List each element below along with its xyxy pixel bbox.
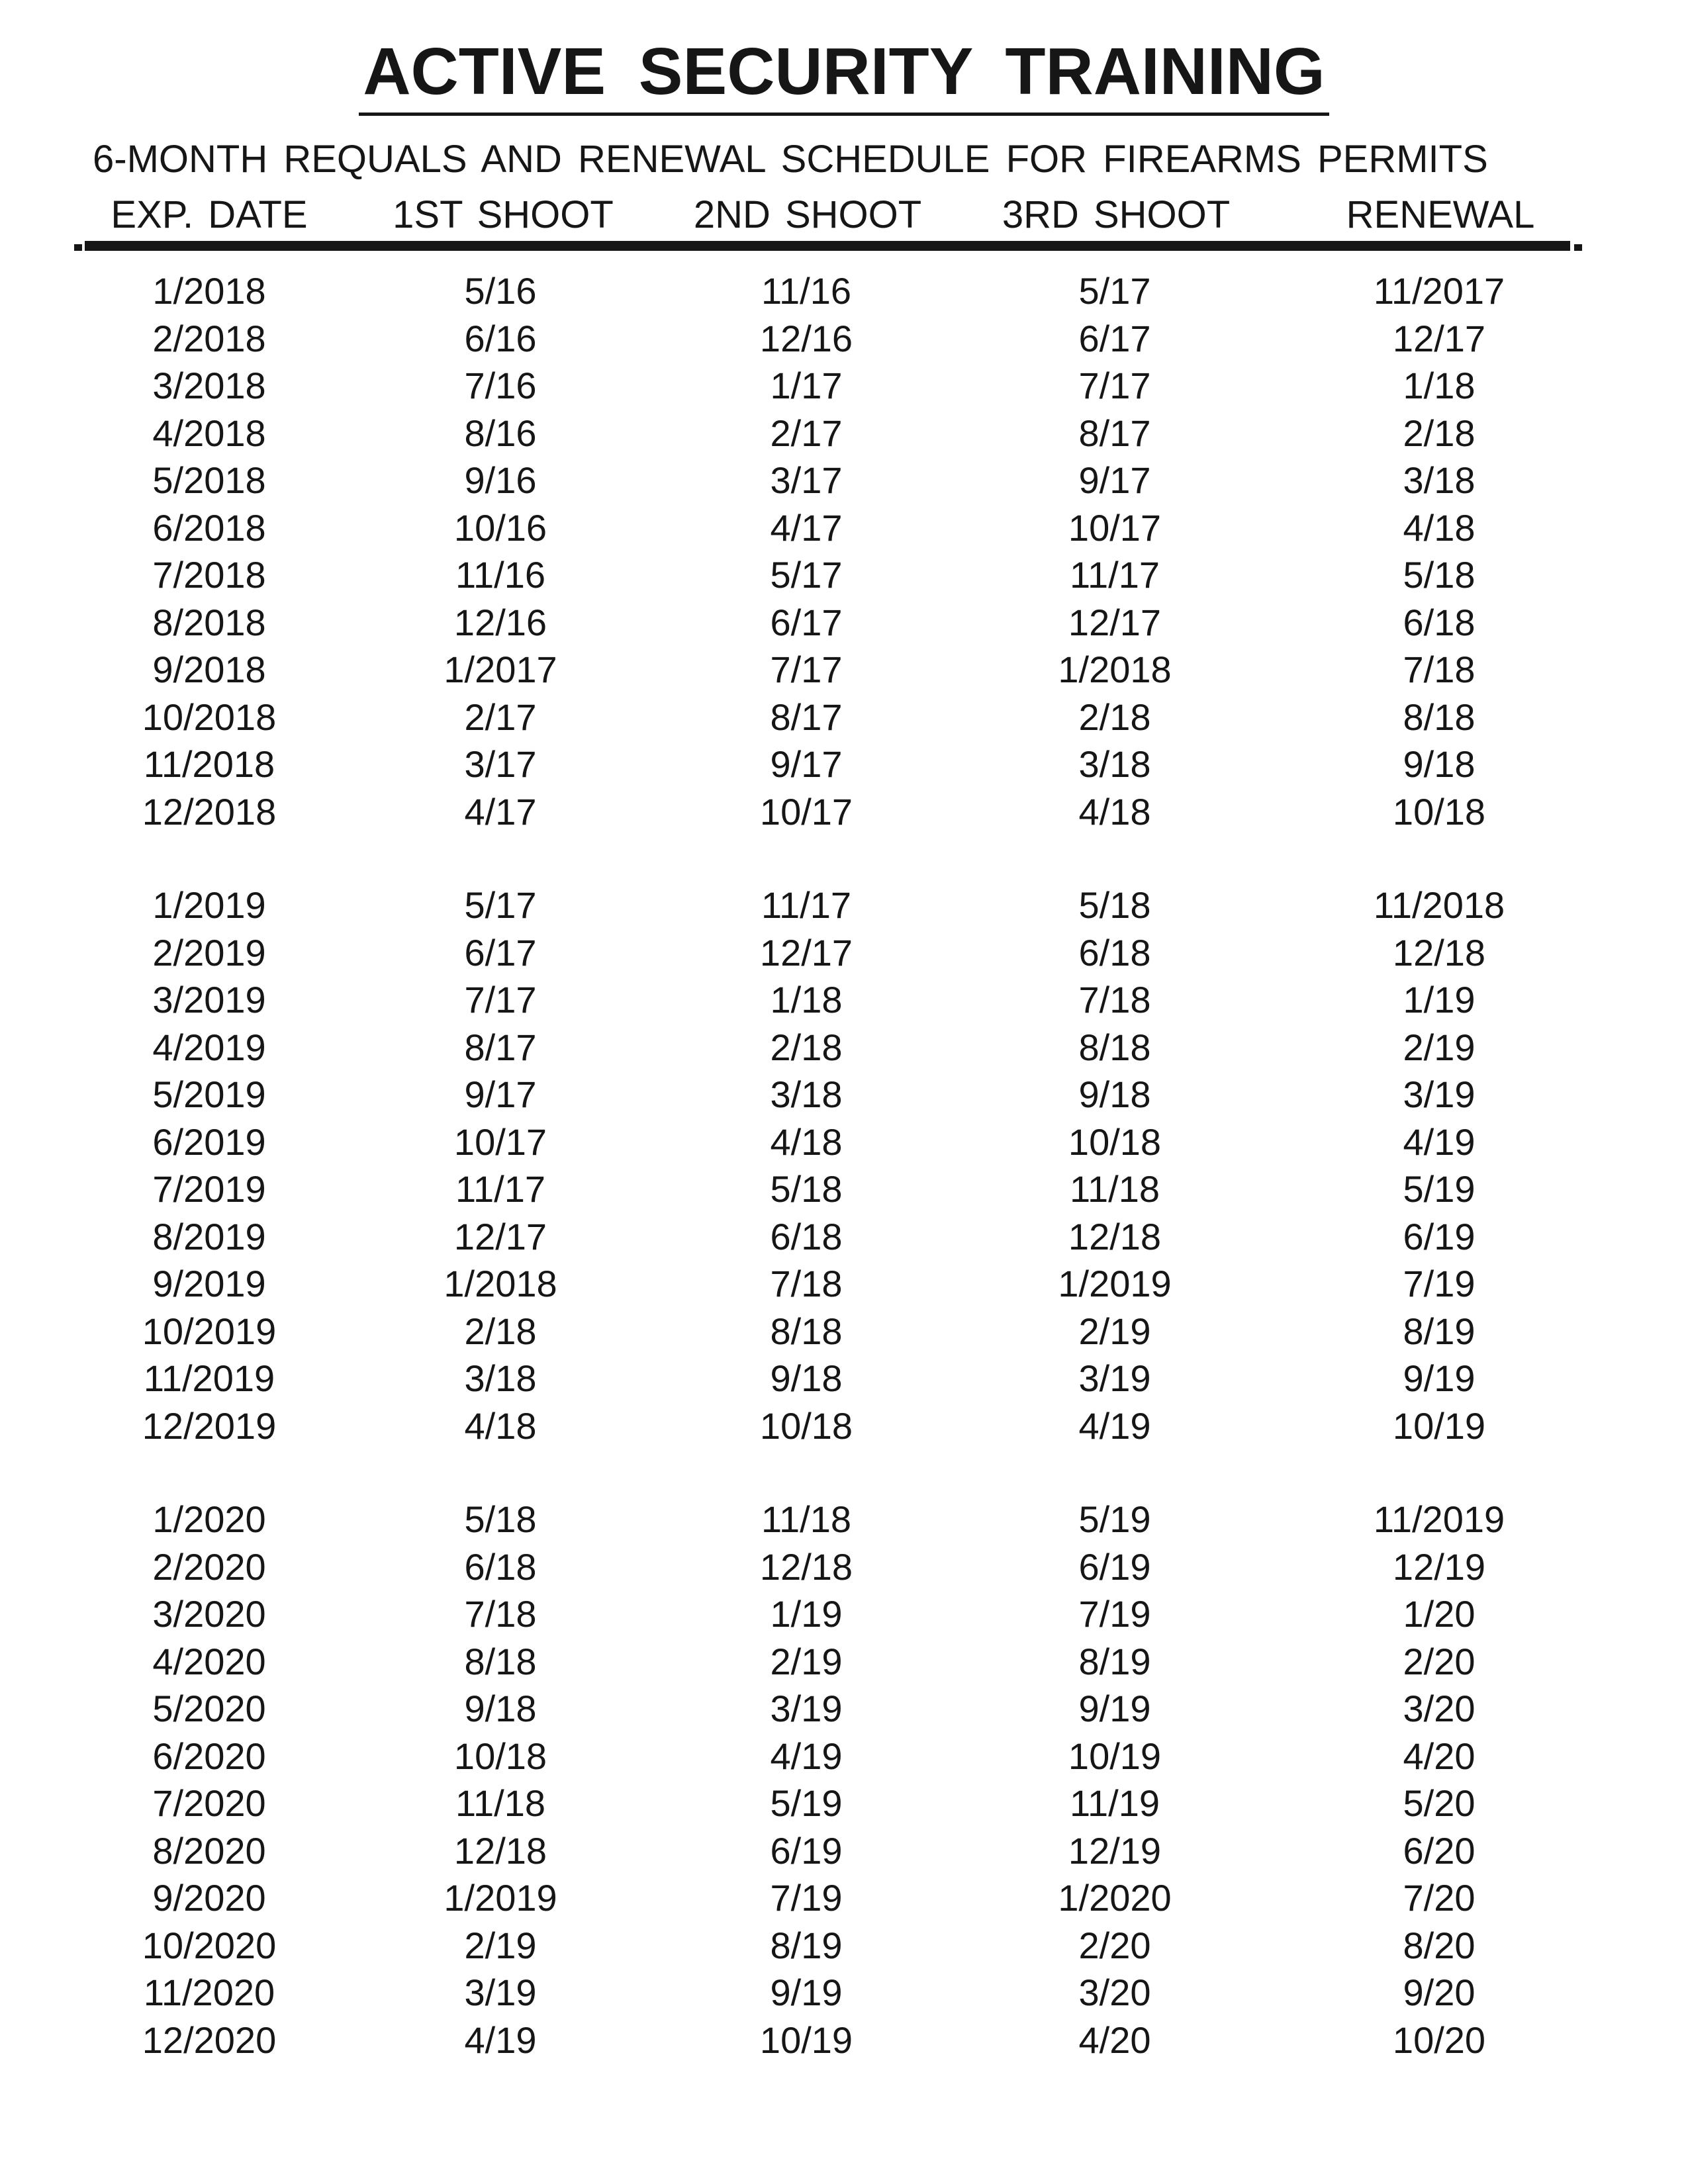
cell-renewal: 2/19	[1403, 1026, 1476, 1068]
table-row	[0, 694, 1688, 742]
cell-renewal: 6/18	[1403, 601, 1476, 643]
cell-2nd-shoot: 9/17	[770, 743, 843, 785]
cell-renewal: 6/19	[1403, 1215, 1476, 1257]
cell-renewal: 4/19	[1403, 1120, 1476, 1163]
cell-3rd-shoot: 5/17	[1078, 270, 1151, 312]
cell-2nd-shoot: 3/17	[770, 459, 843, 501]
table-row	[0, 1639, 1688, 1686]
cell-renewal: 10/20	[1392, 2019, 1486, 2061]
year-group	[0, 1496, 1688, 2064]
cell-exp-date: 1/2019	[152, 884, 266, 926]
column-headers	[0, 192, 1688, 238]
cell-1st-shoot: 12/16	[453, 601, 547, 643]
cell-2nd-shoot: 1/17	[770, 365, 843, 406]
cell-1st-shoot: 1/2018	[444, 1263, 557, 1304]
cell-3rd-shoot: 12/19	[1068, 1829, 1162, 1872]
cell-2nd-shoot: 12/18	[759, 1545, 853, 1588]
cell-3rd-shoot: 5/18	[1078, 884, 1151, 926]
cell-2nd-shoot: 7/18	[770, 1263, 843, 1304]
cell-3rd-shoot: 6/18	[1078, 931, 1151, 974]
column-header-exp-date: EXP. DATE	[111, 193, 308, 236]
cell-1st-shoot: 7/18	[464, 1593, 537, 1635]
cell-exp-date: 4/2020	[152, 1640, 266, 1682]
cell-renewal: 3/20	[1403, 1688, 1476, 1729]
cell-renewal: 4/20	[1403, 1735, 1476, 1777]
cell-3rd-shoot: 7/19	[1078, 1593, 1151, 1635]
cell-3rd-shoot: 1/2019	[1058, 1263, 1172, 1304]
cell-1st-shoot: 3/18	[464, 1357, 537, 1399]
table-row	[0, 410, 1688, 458]
cell-2nd-shoot: 4/17	[770, 506, 843, 549]
cell-2nd-shoot: 2/17	[770, 412, 843, 454]
cell-3rd-shoot: 11/19	[1070, 1782, 1160, 1824]
table-row	[0, 1686, 1688, 1733]
cell-renewal: 12/19	[1392, 1545, 1486, 1588]
cell-2nd-shoot: 11/16	[761, 270, 851, 312]
cell-2nd-shoot: 2/19	[770, 1640, 843, 1682]
cell-2nd-shoot: 4/19	[770, 1735, 843, 1777]
cell-renewal: 1/18	[1403, 365, 1476, 406]
cell-renewal: 8/19	[1403, 1310, 1476, 1352]
cell-exp-date: 2/2019	[152, 931, 266, 974]
cell-2nd-shoot: 5/18	[770, 1168, 843, 1210]
table-row	[0, 363, 1688, 410]
cell-1st-shoot: 6/18	[464, 1545, 537, 1588]
table-row	[0, 1166, 1688, 1214]
column-header-1st-shoot: 1ST SHOOT	[393, 193, 614, 236]
cell-renewal: 11/2017	[1373, 270, 1505, 312]
schedule-table	[0, 268, 1688, 2111]
cell-exp-date: 8/2019	[152, 1215, 266, 1257]
cell-1st-shoot: 1/2017	[444, 649, 557, 690]
cell-renewal: 1/19	[1403, 979, 1476, 1021]
cell-renewal: 5/19	[1403, 1168, 1476, 1210]
cell-exp-date: 12/2019	[142, 1404, 277, 1447]
table-row	[0, 1828, 1688, 1876]
header-divider-cap-right	[1574, 244, 1582, 251]
cell-3rd-shoot: 7/18	[1078, 979, 1151, 1021]
cell-exp-date: 3/2020	[152, 1593, 266, 1635]
table-row	[0, 977, 1688, 1024]
table-row	[0, 789, 1688, 837]
cell-exp-date: 5/2019	[152, 1073, 266, 1115]
document-subtitle: 6-MONTH REQUALS AND RENEWAL SCHEDULE FOR FIREARMS PERMITS	[93, 138, 1488, 181]
cell-renewal: 2/18	[1403, 412, 1476, 454]
document-title-block	[0, 32, 1688, 116]
cell-2nd-shoot: 9/18	[770, 1357, 843, 1399]
cell-1st-shoot: 2/17	[464, 696, 537, 738]
cell-2nd-shoot: 6/18	[770, 1215, 843, 1257]
cell-renewal: 9/20	[1403, 1972, 1476, 2013]
cell-2nd-shoot: 8/19	[770, 1924, 843, 1966]
cell-1st-shoot: 4/17	[464, 790, 537, 833]
cell-exp-date: 6/2018	[152, 506, 266, 549]
cell-1st-shoot: 4/18	[464, 1404, 537, 1447]
cell-exp-date: 6/2019	[152, 1120, 266, 1163]
cell-2nd-shoot: 5/17	[770, 554, 843, 596]
cell-3rd-shoot: 9/17	[1078, 459, 1151, 501]
table-row	[0, 882, 1688, 930]
cell-renewal: 9/19	[1403, 1357, 1476, 1399]
cell-3rd-shoot: 10/17	[1068, 506, 1162, 549]
cell-3rd-shoot: 6/17	[1078, 317, 1151, 359]
cell-exp-date: 7/2019	[152, 1168, 266, 1210]
table-row	[0, 600, 1688, 647]
cell-3rd-shoot: 12/18	[1068, 1215, 1162, 1257]
year-group	[0, 882, 1688, 1450]
cell-2nd-shoot: 10/18	[759, 1404, 853, 1447]
cell-1st-shoot: 11/17	[455, 1168, 545, 1210]
cell-1st-shoot: 9/18	[464, 1688, 537, 1729]
cell-1st-shoot: 5/17	[464, 884, 537, 926]
table-row	[0, 1308, 1688, 1356]
cell-2nd-shoot: 8/17	[770, 696, 843, 738]
table-row	[0, 1024, 1688, 1072]
cell-2nd-shoot: 1/19	[770, 1593, 843, 1635]
cell-2nd-shoot: 5/19	[770, 1782, 843, 1824]
cell-2nd-shoot: 7/17	[770, 649, 843, 690]
cell-1st-shoot: 8/16	[464, 412, 537, 454]
cell-renewal: 3/19	[1403, 1073, 1476, 1115]
cell-3rd-shoot: 4/20	[1078, 2019, 1151, 2061]
cell-exp-date: 10/2018	[142, 696, 277, 738]
cell-renewal: 10/18	[1392, 790, 1486, 833]
cell-2nd-shoot: 1/18	[770, 979, 843, 1021]
cell-renewal: 8/20	[1403, 1924, 1476, 1966]
cell-1st-shoot: 5/16	[464, 270, 537, 312]
cell-1st-shoot: 6/17	[464, 931, 537, 974]
cell-exp-date: 5/2018	[152, 459, 266, 501]
cell-exp-date: 3/2018	[152, 365, 266, 406]
table-row	[0, 1780, 1688, 1828]
cell-exp-date: 9/2018	[152, 649, 266, 690]
cell-exp-date: 4/2018	[152, 412, 266, 454]
cell-3rd-shoot: 1/2020	[1058, 1877, 1172, 1919]
document-title: ACTIVE SECURITY TRAINING	[359, 32, 1329, 116]
cell-1st-shoot: 8/17	[464, 1026, 537, 1068]
cell-exp-date: 12/2020	[142, 2019, 277, 2061]
cell-1st-shoot: 3/19	[464, 1972, 537, 2013]
cell-3rd-shoot: 11/17	[1070, 554, 1160, 596]
column-header-3rd-shoot: 3RD SHOOT	[1002, 193, 1231, 236]
cell-renewal: 11/2018	[1373, 884, 1505, 926]
cell-1st-shoot: 2/19	[464, 1924, 537, 1966]
cell-renewal: 8/18	[1403, 696, 1476, 738]
cell-2nd-shoot: 10/17	[759, 790, 853, 833]
cell-2nd-shoot: 3/18	[770, 1073, 843, 1115]
cell-1st-shoot: 10/17	[453, 1120, 547, 1163]
cell-exp-date: 11/2018	[143, 743, 275, 785]
cell-renewal: 6/20	[1403, 1829, 1476, 1872]
cell-2nd-shoot: 6/19	[770, 1829, 843, 1872]
cell-renewal: 3/18	[1403, 459, 1476, 501]
cell-exp-date: 12/2018	[142, 790, 277, 833]
cell-1st-shoot: 6/16	[464, 317, 537, 359]
cell-renewal: 7/19	[1403, 1263, 1476, 1304]
cell-exp-date: 5/2020	[152, 1688, 266, 1729]
cell-1st-shoot: 12/17	[453, 1215, 547, 1257]
table-row	[0, 647, 1688, 694]
cell-1st-shoot: 1/2019	[444, 1877, 557, 1919]
cell-3rd-shoot: 2/18	[1078, 696, 1151, 738]
table-row	[0, 930, 1688, 978]
cell-exp-date: 9/2019	[152, 1263, 266, 1304]
cell-exp-date: 8/2020	[152, 1829, 266, 1872]
cell-2nd-shoot: 7/19	[770, 1877, 843, 1919]
cell-renewal: 7/18	[1403, 649, 1476, 690]
table-row	[0, 1591, 1688, 1639]
table-row	[0, 1403, 1688, 1451]
table-row	[0, 1970, 1688, 2017]
cell-exp-date: 6/2020	[152, 1735, 266, 1777]
cell-renewal: 12/18	[1392, 931, 1486, 974]
cell-exp-date: 1/2020	[152, 1498, 266, 1540]
cell-3rd-shoot: 2/19	[1078, 1310, 1151, 1352]
cell-3rd-shoot: 2/20	[1078, 1924, 1151, 1966]
cell-renewal: 9/18	[1403, 743, 1476, 785]
table-row	[0, 316, 1688, 363]
cell-1st-shoot: 8/18	[464, 1640, 537, 1682]
cell-exp-date: 9/2020	[152, 1877, 266, 1919]
cell-2nd-shoot: 11/18	[761, 1498, 851, 1540]
cell-1st-shoot: 10/18	[453, 1735, 547, 1777]
table-row	[0, 2017, 1688, 2065]
table-row	[0, 1214, 1688, 1261]
cell-renewal: 2/20	[1403, 1640, 1476, 1682]
cell-exp-date: 11/2019	[143, 1357, 275, 1399]
cell-renewal: 5/18	[1403, 554, 1476, 596]
cell-2nd-shoot: 8/18	[770, 1310, 843, 1352]
cell-exp-date: 11/2020	[143, 1972, 275, 2013]
cell-3rd-shoot: 8/18	[1078, 1026, 1151, 1068]
cell-1st-shoot: 12/18	[453, 1829, 547, 1872]
cell-3rd-shoot: 10/19	[1068, 1735, 1162, 1777]
cell-3rd-shoot: 8/17	[1078, 412, 1151, 454]
cell-3rd-shoot: 10/18	[1068, 1120, 1162, 1163]
cell-3rd-shoot: 6/19	[1078, 1545, 1151, 1588]
table-row	[0, 1261, 1688, 1308]
cell-2nd-shoot: 10/19	[759, 2019, 853, 2061]
cell-1st-shoot: 9/16	[464, 459, 537, 501]
cell-1st-shoot: 10/16	[453, 506, 547, 549]
cell-2nd-shoot: 6/17	[770, 601, 843, 643]
column-header-renewal: RENEWAL	[1346, 193, 1535, 236]
cell-1st-shoot: 3/17	[464, 743, 537, 785]
table-row	[0, 268, 1688, 316]
table-row	[0, 1544, 1688, 1592]
cell-exp-date: 7/2018	[152, 554, 266, 596]
cell-3rd-shoot: 3/18	[1078, 743, 1151, 785]
column-header-2nd-shoot: 2ND SHOOT	[693, 193, 922, 236]
cell-renewal: 1/20	[1403, 1593, 1476, 1635]
cell-3rd-shoot: 3/19	[1078, 1357, 1151, 1399]
cell-1st-shoot: 4/19	[464, 2019, 537, 2061]
cell-3rd-shoot: 4/19	[1078, 1404, 1151, 1447]
table-row	[0, 741, 1688, 789]
table-row	[0, 1071, 1688, 1119]
cell-renewal: 4/18	[1403, 506, 1476, 549]
cell-1st-shoot: 11/18	[455, 1782, 545, 1824]
header-divider-rule	[85, 241, 1570, 251]
cell-3rd-shoot: 11/18	[1070, 1168, 1160, 1210]
cell-exp-date: 2/2020	[152, 1545, 266, 1588]
cell-1st-shoot: 11/16	[455, 554, 545, 596]
cell-exp-date: 2/2018	[152, 317, 266, 359]
cell-2nd-shoot: 9/19	[770, 1972, 843, 2013]
cell-3rd-shoot: 9/19	[1078, 1688, 1151, 1729]
cell-3rd-shoot: 7/17	[1078, 365, 1151, 406]
cell-renewal: 5/20	[1403, 1782, 1476, 1824]
cell-3rd-shoot: 4/18	[1078, 790, 1151, 833]
cell-exp-date: 3/2019	[152, 979, 266, 1021]
header-divider-cap-left	[74, 244, 82, 251]
cell-1st-shoot: 7/17	[464, 979, 537, 1021]
cell-exp-date: 1/2018	[152, 270, 266, 312]
cell-exp-date: 4/2019	[152, 1026, 266, 1068]
cell-exp-date: 8/2018	[152, 601, 266, 643]
cell-1st-shoot: 2/18	[464, 1310, 537, 1352]
cell-1st-shoot: 7/16	[464, 365, 537, 406]
cell-3rd-shoot: 12/17	[1068, 601, 1162, 643]
table-row	[0, 1496, 1688, 1544]
table-row	[0, 1355, 1688, 1403]
cell-2nd-shoot: 2/18	[770, 1026, 843, 1068]
cell-2nd-shoot: 3/19	[770, 1688, 843, 1729]
table-row	[0, 505, 1688, 553]
cell-exp-date: 10/2020	[142, 1924, 277, 1966]
cell-exp-date: 7/2020	[152, 1782, 266, 1824]
cell-3rd-shoot: 8/19	[1078, 1640, 1151, 1682]
table-row	[0, 457, 1688, 505]
cell-2nd-shoot: 12/17	[759, 931, 853, 974]
cell-3rd-shoot: 5/19	[1078, 1498, 1151, 1540]
cell-2nd-shoot: 12/16	[759, 317, 853, 359]
cell-renewal: 7/20	[1403, 1877, 1476, 1919]
table-row	[0, 1923, 1688, 1970]
cell-renewal: 11/2019	[1373, 1498, 1505, 1540]
cell-3rd-shoot: 3/20	[1078, 1972, 1151, 2013]
table-row	[0, 1733, 1688, 1781]
year-group	[0, 268, 1688, 836]
cell-2nd-shoot: 11/17	[761, 884, 851, 926]
cell-3rd-shoot: 1/2018	[1058, 649, 1172, 690]
cell-renewal: 10/19	[1392, 1404, 1486, 1447]
table-row	[0, 1119, 1688, 1167]
cell-exp-date: 10/2019	[142, 1310, 277, 1352]
cell-1st-shoot: 9/17	[464, 1073, 537, 1115]
cell-1st-shoot: 5/18	[464, 1498, 537, 1540]
table-row	[0, 1875, 1688, 1923]
cell-3rd-shoot: 9/18	[1078, 1073, 1151, 1115]
cell-2nd-shoot: 4/18	[770, 1120, 843, 1163]
table-row	[0, 552, 1688, 600]
cell-renewal: 12/17	[1392, 317, 1486, 359]
